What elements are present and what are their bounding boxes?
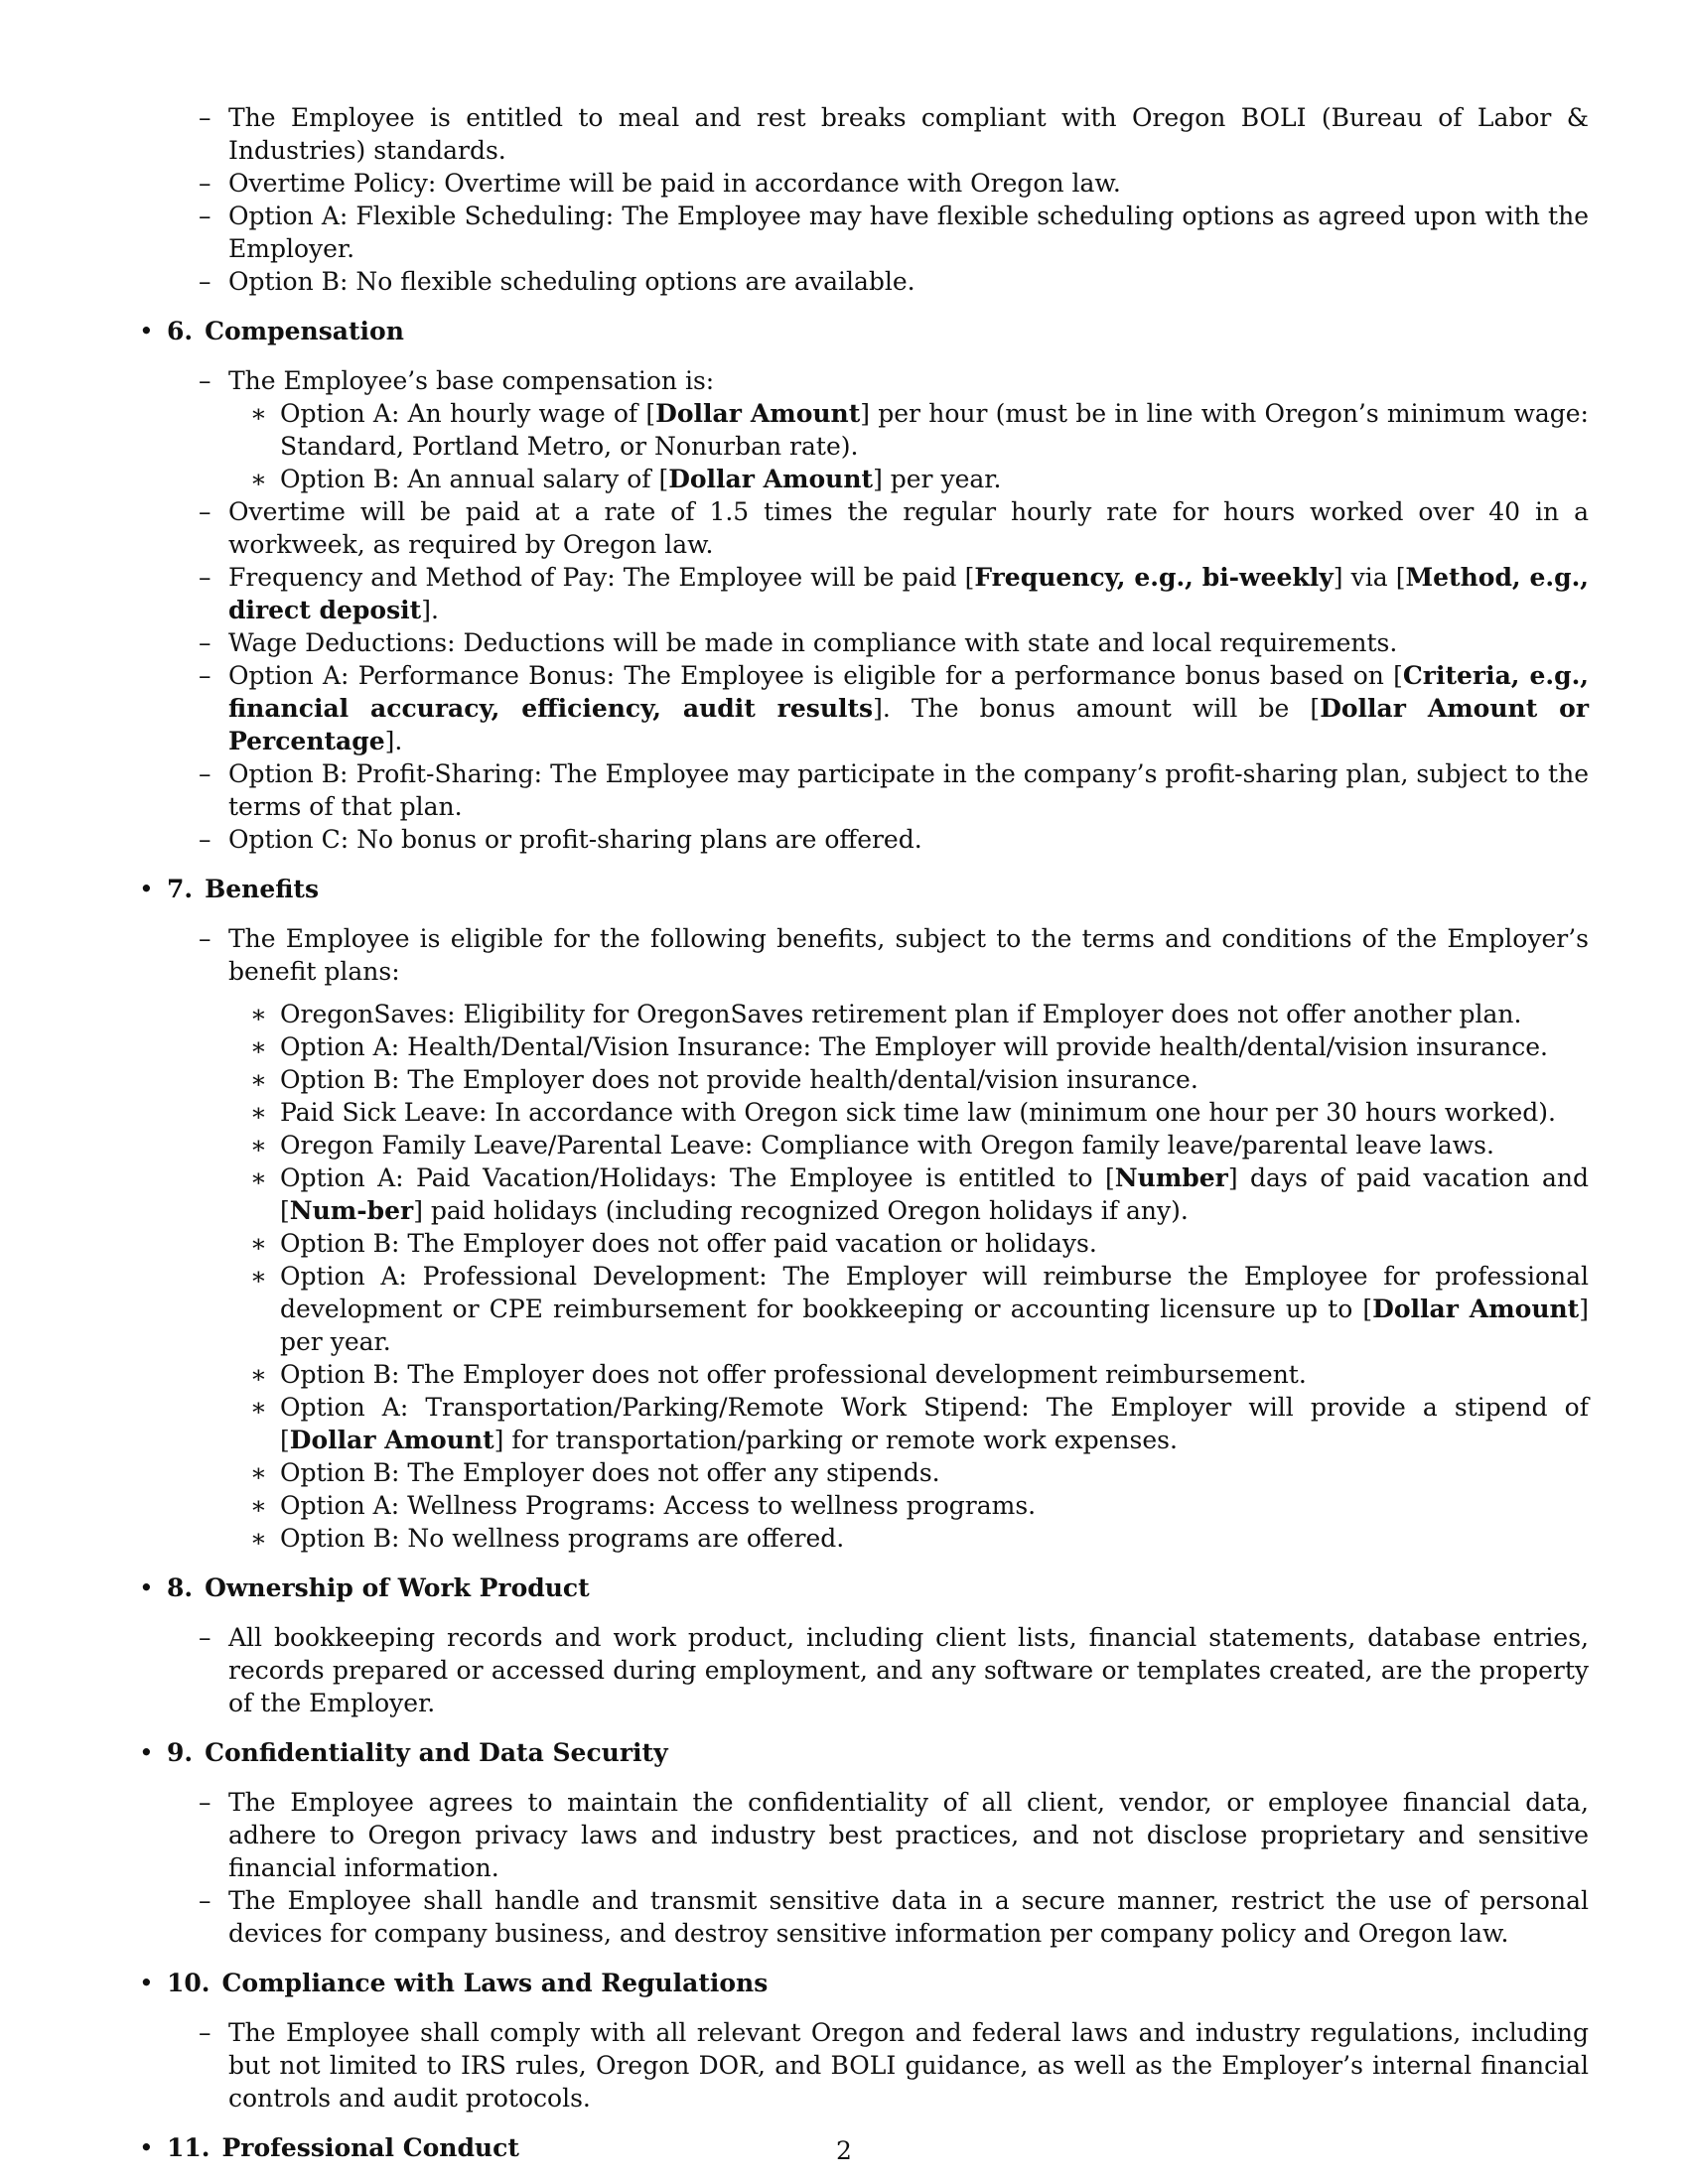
list-item: [0, 167, 1688, 200]
list-item: [0, 2016, 1688, 2115]
sub-list-item: [0, 1096, 1688, 1129]
item-text: Option B: The Employer does not offer paid vacation or holidays.: [280, 1229, 1097, 1258]
dash-marker: –: [199, 497, 211, 526]
dash-marker: –: [199, 1788, 211, 1817]
item-text: Option B: The Employer does not provide health/dental/vision insurance.: [280, 1065, 1198, 1094]
dash-marker: –: [199, 661, 211, 690]
item-text: Option A: Health/Dental/Vision Insurance: The Employer will provide health/dental/vision insurance.: [280, 1032, 1548, 1061]
item-text: Frequency and Method of Pay: The Employee will be paid [Frequency, e.g., bi-weekly] via [Method, e.g., direct deposit].: [228, 563, 1589, 624]
sub-list-item: [0, 1358, 1688, 1391]
bullet-marker: •: [139, 2133, 154, 2162]
dash-marker: –: [199, 366, 211, 395]
section-number: 6.: [167, 317, 194, 345]
dash-marker: –: [199, 924, 211, 953]
item-text: The Employee is entitled to meal and rest breaks compliant with Oregon BOLI (Bureau of Labor & Industries) standards.: [228, 103, 1589, 165]
sub-list-item: [0, 1522, 1688, 1555]
section-title: Professional Conduct: [221, 2133, 519, 2162]
item-text: The Employee shall handle and transmit sensitive data in a secure manner, restrict the use of personal devices for company business, and destroy sensitive information per company policy and Oregon law.: [228, 1886, 1589, 1948]
asterisk-marker: ∗: [250, 1000, 267, 1028]
list-item: [0, 757, 1688, 823]
item-text: Option B: Profit-Sharing: The Employee may participate in the company’s profit-sharing plan, subject to the terms of that plan.: [228, 759, 1589, 821]
list-item: [0, 364, 1688, 397]
sub-list-item: [0, 1030, 1688, 1063]
section-title: Benefits: [205, 875, 320, 903]
section-number: 10.: [167, 1969, 211, 1997]
section-number: 11.: [167, 2133, 211, 2162]
item-text: Option B: An annual salary of [Dollar Amount] per year.: [280, 465, 1002, 493]
sub-list-item: [0, 463, 1688, 495]
item-text: Option A: Transportation/Parking/Remote Work Stipend: The Employer will provide a stipend of [Dollar Amount] for transportation/parking or remote work expenses.: [280, 1393, 1589, 1454]
page-number: 2: [836, 2136, 852, 2165]
item-text: Option B: No flexible scheduling options are available.: [228, 267, 915, 296]
section-title: Compliance with Laws and Regulations: [221, 1969, 769, 1997]
list-item: [0, 561, 1688, 626]
item-text: The Employee shall comply with all relevant Oregon and federal laws and industry regulations, including but not limited to IRS rules, Oregon DOR, and BOLI guidance, as well as the Employer’s internal financial controls and audit protocols.: [228, 2018, 1589, 2113]
dash-marker: –: [199, 759, 211, 788]
item-text: OregonSaves: Eligibility for OregonSaves retirement plan if Employer does not offer another plan.: [280, 1000, 1522, 1028]
dash-marker: –: [199, 825, 211, 854]
section-number: 7.: [167, 875, 194, 903]
item-text: Overtime will be paid at a rate of 1.5 times the regular hourly rate for hours worked over 40 in a workweek, as required by Oregon law.: [228, 497, 1589, 559]
item-text: Option A: Flexible Scheduling: The Employee may have flexible scheduling options as agreed upon with the Employer.: [228, 202, 1589, 263]
item-text: The Employee is eligible for the following benefits, subject to the terms and conditions of the Employer’s benefit plans:: [228, 924, 1589, 986]
item-text: Overtime Policy: Overtime will be paid in accordance with Oregon law.: [228, 169, 1121, 198]
item-text: Option B: No wellness programs are offered.: [280, 1524, 845, 1553]
section-title: Ownership of Work Product: [205, 1573, 590, 1602]
item-text: The Employee’s base compensation is:: [228, 366, 715, 395]
dash-marker: –: [199, 169, 211, 198]
section-heading: [0, 873, 1688, 905]
item-text: Option A: Performance Bonus: The Employee is eligible for a performance bonus based on [Criteria, e.g., financial accuracy, efficiency, audit results]. The bonus amount will be [Dollar Amount or Percentage].: [228, 661, 1590, 755]
list-item: [0, 1621, 1688, 1719]
document-body: [0, 101, 1688, 2181]
list-item: [0, 265, 1688, 298]
item-text: All bookkeeping records and work product, including client lists, financial statements, database entries, records prepared or accessed during employment, and any software or templates created, are the property of the Employer.: [228, 1623, 1589, 1717]
item-text: Option A: Professional Development: The Employer will reimburse the Employee for professional development or CPE reimbursement for bookkeeping or accounting licensure up to [Dollar Amount] per year.: [280, 1262, 1589, 1356]
list-item: [0, 823, 1688, 856]
asterisk-marker: ∗: [250, 1065, 267, 1094]
list-item: [0, 922, 1688, 988]
dash-marker: –: [199, 563, 211, 592]
asterisk-marker: ∗: [250, 1229, 267, 1258]
sub-list-item: [0, 998, 1688, 1030]
sub-list-item: [0, 1456, 1688, 1489]
sub-list-item: [0, 1391, 1688, 1456]
asterisk-marker: ∗: [250, 1360, 267, 1389]
section-number: 9.: [167, 1738, 194, 1767]
sub-list-item: [0, 397, 1688, 463]
dash-marker: –: [199, 1886, 211, 1915]
dash-marker: –: [199, 103, 211, 132]
dash-marker: –: [199, 2018, 211, 2047]
sub-list-item: [0, 1260, 1688, 1358]
item-text: Option A: Wellness Programs: Access to wellness programs.: [280, 1491, 1037, 1520]
section-heading: [0, 1967, 1688, 1999]
section-heading: [0, 1736, 1688, 1769]
list-item: [0, 101, 1688, 167]
dash-marker: –: [199, 628, 211, 657]
item-text: Option B: The Employer does not offer professional development reimbursement.: [280, 1360, 1307, 1389]
asterisk-marker: ∗: [250, 399, 267, 428]
item-text: Paid Sick Leave: In accordance with Oregon sick time law (minimum one hour per 30 hours worked).: [280, 1098, 1556, 1127]
sub-list-item: [0, 1161, 1688, 1227]
dash-marker: –: [199, 1623, 211, 1652]
asterisk-marker: ∗: [250, 1098, 267, 1127]
sub-list-item: [0, 1489, 1688, 1522]
asterisk-marker: ∗: [250, 1262, 267, 1291]
list-item: [0, 659, 1688, 757]
asterisk-marker: ∗: [250, 1393, 267, 1422]
list-item: [0, 200, 1688, 265]
section-title: Compensation: [205, 317, 404, 345]
bullet-marker: •: [139, 1738, 154, 1767]
bullet-marker: •: [139, 1969, 154, 1997]
section-title: Confidentiality and Data Security: [205, 1738, 668, 1767]
bullet-marker: •: [139, 875, 154, 903]
list-item: [0, 626, 1688, 659]
section-heading: [0, 315, 1688, 347]
list-item: [0, 1786, 1688, 1884]
item-text: Oregon Family Leave/Parental Leave: Compliance with Oregon family leave/parental leave laws.: [280, 1131, 1494, 1160]
sub-list-item: [0, 1129, 1688, 1161]
section-heading: [0, 1571, 1688, 1604]
sub-list-item: [0, 1227, 1688, 1260]
dash-marker: –: [199, 267, 211, 296]
asterisk-marker: ∗: [250, 465, 267, 493]
asterisk-marker: ∗: [250, 1458, 267, 1487]
item-text: Option C: No bonus or profit-sharing plans are offered.: [228, 825, 922, 854]
asterisk-marker: ∗: [250, 1491, 267, 1520]
asterisk-marker: ∗: [250, 1032, 267, 1061]
section-number: 8.: [167, 1573, 194, 1602]
sub-list-item: [0, 1063, 1688, 1096]
item-text: Option A: Paid Vacation/Holidays: The Employee is entitled to [Number] days of paid vacation and [Num-ber] paid holidays (including recognized Oregon holidays if any).: [280, 1163, 1590, 1225]
asterisk-marker: ∗: [250, 1524, 267, 1553]
asterisk-marker: ∗: [250, 1131, 267, 1160]
bullet-marker: •: [139, 1573, 154, 1602]
list-item: [0, 1884, 1688, 1950]
item-text: Wage Deductions: Deductions will be made in compliance with state and local requirements.: [228, 628, 1398, 657]
item-text: Option B: The Employer does not offer any stipends.: [280, 1458, 940, 1487]
dash-marker: –: [199, 202, 211, 230]
asterisk-marker: ∗: [250, 1163, 267, 1192]
item-text: The Employee agrees to maintain the confidentiality of all client, vendor, or employee financial data, adhere to Oregon privacy laws and industry best practices, and not disclose proprietary and sensitive financial information.: [228, 1788, 1589, 1882]
item-text: Option A: An hourly wage of [Dollar Amount] per hour (must be in line with Oregon’s minimum wage: Standard, Portland Metro, or Nonurban rate).: [280, 399, 1589, 461]
bullet-marker: •: [139, 317, 154, 345]
list-item: [0, 495, 1688, 561]
